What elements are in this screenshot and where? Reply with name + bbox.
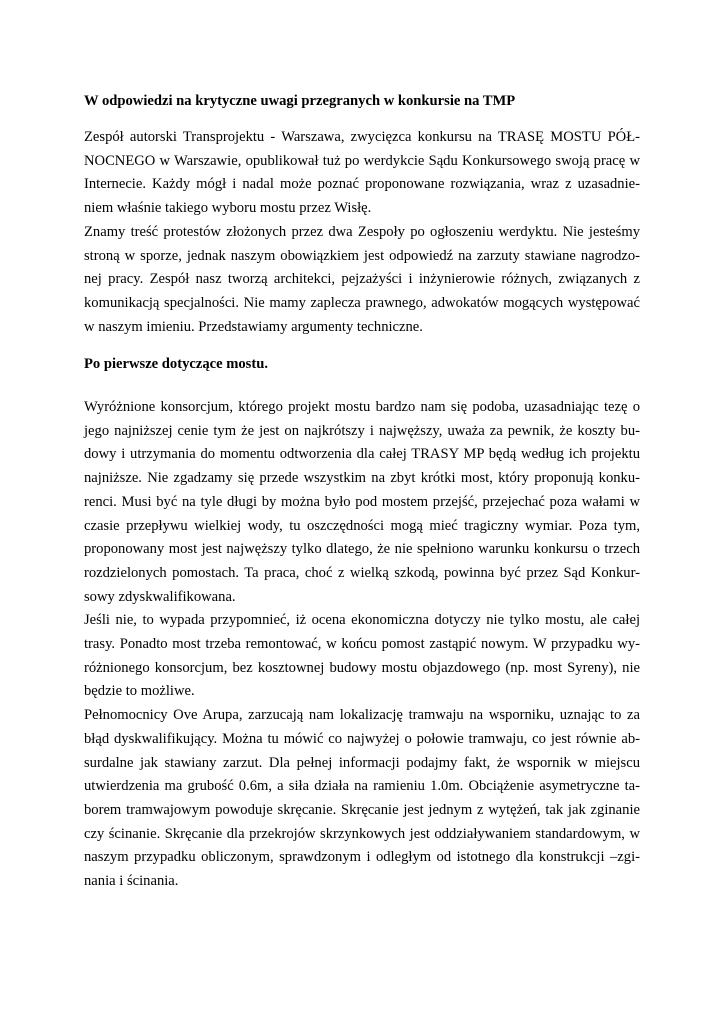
text-line: borem tramwajowym powoduje skręcanie. Skręcanie jest jednym z wytężeń, tak jak zginanie bbox=[84, 801, 640, 818]
text-line: niem właśnie takiego wyboru mostu przez Wisłę. bbox=[84, 200, 372, 217]
text-line: NOCNEGO w Warszawie, opublikował tuż po werdykcie Sądu Konkursowego swoją pracę w bbox=[84, 152, 640, 169]
text-line: Internecie. Każdy mógł i nadal może poznać proponowane rozwiązania, wraz z uzasadnie- bbox=[84, 176, 640, 193]
section-paragraph-1 bbox=[84, 396, 640, 609]
text-line: różnionego konsorcjum, bez kosztownej budowy mostu objazdowego (np. most Syreny), nie bbox=[84, 659, 640, 676]
text-line: nej pracy. Zespół nasz tworzą architekci, pejzażyści i inżynierowie różnych, związanych z bbox=[84, 271, 640, 288]
text-line: najniższe. Nie zgadzamy się przede wszystkim na zbyt krótki most, który proponują konku- bbox=[84, 470, 640, 487]
text-line: czy ścinanie. Skręcanie dla przekrojów skrzynkowych jest oddziaływaniem standardowym, w bbox=[84, 825, 640, 842]
text-line: stroną w sporze, jednak naszym obowiązkiem jest odpowiedź na zarzuty stawiane nagrodzo- bbox=[84, 247, 640, 264]
text-line: będzie to możliwe. bbox=[84, 683, 195, 700]
text-line: utwierdzenia ma grubość 0.6m, a siła działa na ramieniu 1.0m. Obciążenie asymetryczne ta- bbox=[84, 778, 640, 795]
text-line: surdalne jak stawiany zarzut. Dla pełnej informacji podajmy fakt, że wspornik w miejscu bbox=[84, 754, 640, 771]
text-line: Pełnomocnicy Ove Arupa, zarzucają nam lokalizację tramwaju na wsporniku, uznając to za bbox=[84, 707, 640, 724]
text-line: czasie przepływu wielkiej wody, tu oszczędności mogą mieć tragiczny wymiar. Poza tym, bbox=[84, 517, 640, 534]
text-line: sowy zdyskwalifikowana. bbox=[84, 588, 236, 605]
text-line: w naszym imieniu. Przedstawiamy argumenty techniczne. bbox=[84, 318, 423, 335]
text-line: Znamy treść protestów złożonych przez dwa Zespoły po ogłoszeniu werdyktu. Nie jesteśmy bbox=[84, 223, 640, 240]
text-line: rozdzielonych pomostach. Ta praca, choć z wielką szkodą, powinna być przez Sąd Konkur- bbox=[84, 564, 640, 581]
text-line: nania i ścinania. bbox=[84, 873, 179, 890]
section-paragraph-2 bbox=[84, 609, 640, 704]
section-heading: Po pierwsze dotyczące mostu. bbox=[84, 356, 268, 372]
text-line: komunikacją specjalności. Nie mamy zaplecza prawnego, adwokatów mogących występować bbox=[84, 294, 640, 311]
text-line: naszym przypadku obliczonym, sprawdzonym i odległym od istotnego dla konstrukcji –zgi- bbox=[84, 849, 640, 866]
intro-paragraph-1 bbox=[84, 126, 640, 221]
text-line: Jeśli nie, to wypada przypomnieć, iż ocena ekonomiczna dotyczy nie tylko mostu, ale całej bbox=[84, 612, 640, 629]
text-line: dowy i utrzymania do momentu odtworzenia dla całej TRASY MP będą według ich projektu bbox=[84, 446, 640, 463]
section-paragraph-3 bbox=[84, 704, 640, 894]
text-line: jego najniższej cenie tym że jest on najkrótszy i najwęższy, uważa za pewnik, że koszty bu- bbox=[84, 422, 640, 439]
text-line: trasy. Ponadto most trzeba remontować, w końcu pomost zastąpić nowym. W przypadku wy- bbox=[84, 636, 640, 652]
text-line: proponowany most jest najwęższy tylko dlatego, że nie spełniono warunku konkursu o trzech bbox=[84, 541, 640, 558]
text-line: Wyróżnione konsorcjum, którego projekt mostu bardzo nam się podoba, uzasadniając tezę o bbox=[84, 399, 640, 415]
text-line: renci. Musi być na tyle długi by można było pod mostem przejść, przejechać poza wałami w bbox=[84, 493, 640, 510]
document-title: W odpowiedzi na krytyczne uwagi przegranych w konkursie na TMP bbox=[84, 93, 516, 109]
text-line: błąd dyskwalifikujący. Można tu mówić co najwyżej o połowie tramwaju, co jest równie ab- bbox=[84, 730, 640, 747]
intro-paragraph-2 bbox=[84, 221, 640, 340]
text-line: Zespół autorski Transprojektu - Warszawa, zwycięzca konkursu na TRASĘ MOSTU PÓŁ- bbox=[84, 129, 640, 145]
